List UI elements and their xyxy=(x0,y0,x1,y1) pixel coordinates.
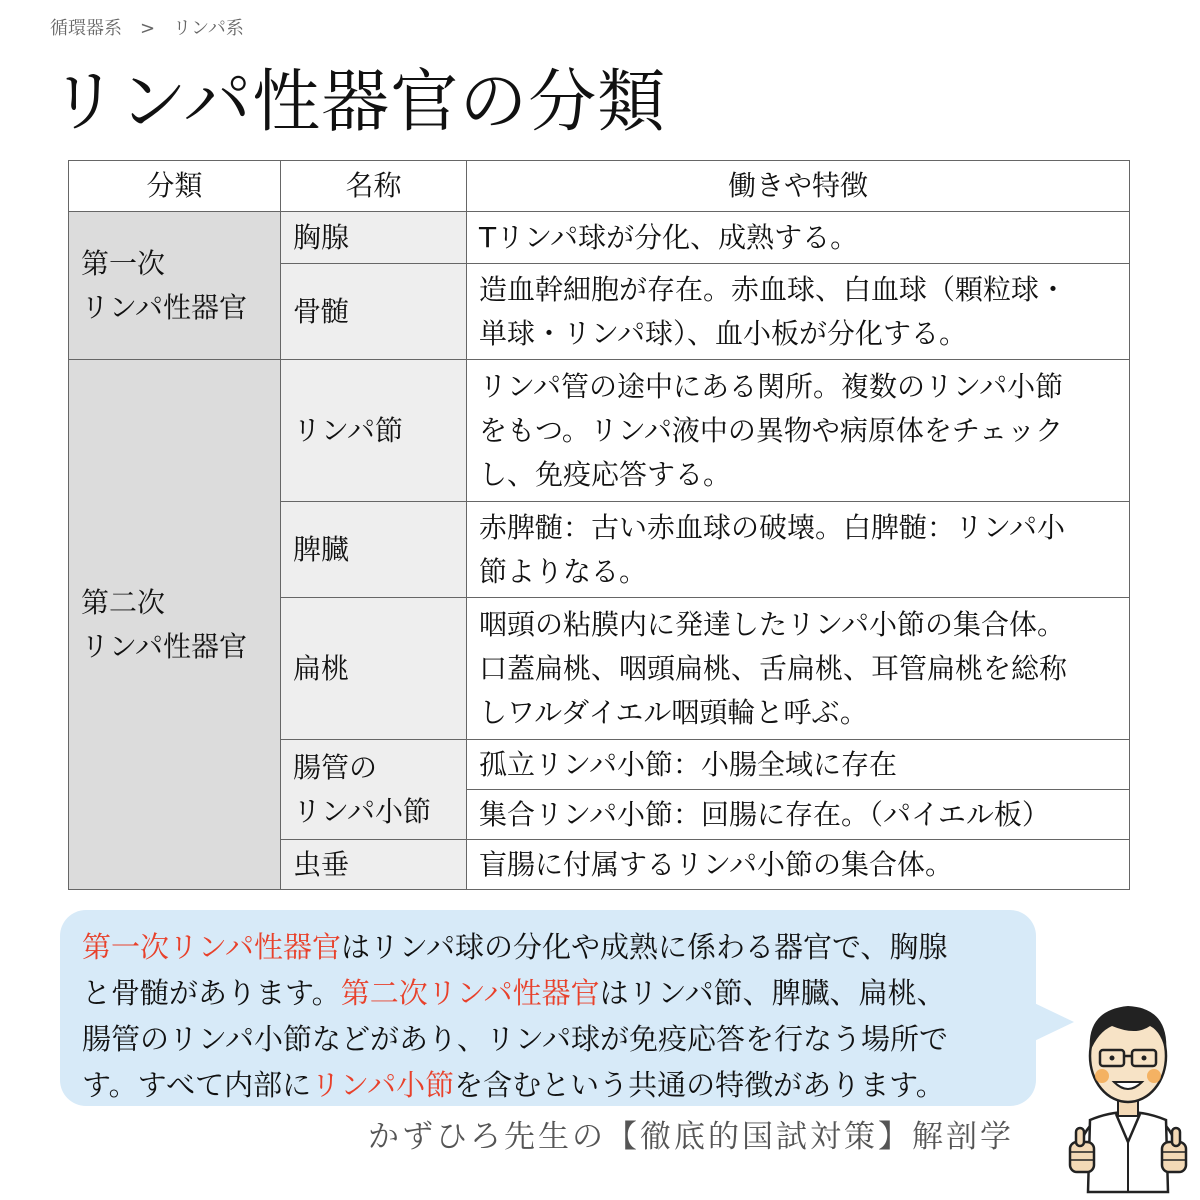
desc-line: 盲腸に付属するリンパ小節の集合体。 xyxy=(479,847,954,881)
category-secondary-line1: 第二次 xyxy=(81,585,166,619)
desc-line: リンパ管の途中にある関所。複数のリンパ小節 xyxy=(479,369,1064,403)
table-row xyxy=(69,360,1130,502)
highlight-primary-organs: 第一次リンパ性器官 xyxy=(82,930,341,964)
classification-table xyxy=(68,160,1130,890)
summary-text: を含むという共通の特徴があります。 xyxy=(454,1068,945,1102)
summary-text: はリンパ球の分化や成熟に係わる器官で、胸腺 xyxy=(340,930,948,964)
summary-line-4 xyxy=(82,1062,1016,1108)
category-primary-line1: 第一次 xyxy=(81,246,166,280)
breadcrumb-item-circulatory[interactable]: 循環器系 xyxy=(50,18,122,39)
organ-name-gut-lymph-nodules xyxy=(281,740,467,840)
doctor-mascot-icon xyxy=(1066,992,1190,1196)
organ-desc-lymph-node xyxy=(467,360,1130,502)
organ-desc-tonsil xyxy=(467,598,1130,740)
summary-line-3 xyxy=(82,1016,1016,1062)
desc-line: 造血幹細胞が存在。赤血球、白血球（顆粒球・ xyxy=(479,272,1068,306)
organ-name-gut-line2: リンパ小節 xyxy=(293,794,432,828)
organ-name-bone-marrow: 骨髄 xyxy=(281,264,467,360)
desc-line: し、免疫応答する。 xyxy=(479,457,732,491)
desc-line: 節よりなる。 xyxy=(479,554,648,588)
organ-name-appendix: 虫垂 xyxy=(281,840,467,890)
desc-line: 赤脾髄：古い赤血球の破壊。白脾髄：リンパ小 xyxy=(479,510,1066,544)
summary-speech-bubble xyxy=(60,910,1036,1106)
organ-name-thymus: 胸腺 xyxy=(281,212,467,264)
organ-desc-thymus xyxy=(467,212,1130,264)
organ-name-tonsil: 扁桃 xyxy=(281,598,467,740)
desc-line: 口蓋扁桃、咽頭扁桃、舌扁桃、耳管扁桃を総称 xyxy=(479,651,1068,685)
summary-text: す。すべて内部に xyxy=(82,1068,312,1102)
breadcrumb-separator: > xyxy=(140,18,156,39)
organ-desc-appendix xyxy=(467,840,1130,890)
category-secondary-line2: リンパ性器官 xyxy=(81,629,248,663)
category-primary-line2: リンパ性器官 xyxy=(81,290,248,324)
table-header-row xyxy=(69,161,1130,212)
summary-text: と骨髄があります。 xyxy=(82,976,341,1010)
category-secondary xyxy=(69,360,281,890)
organ-desc-solitary-nodules: 孤立リンパ小節：小腸全域に存在 xyxy=(467,740,1130,790)
organ-desc-spleen xyxy=(467,502,1130,598)
footer-credit: かずひろ先生の【徹底的国試対策】解剖学 xyxy=(368,1119,1014,1155)
header-category: 分類 xyxy=(69,161,281,212)
breadcrumb xyxy=(50,16,244,42)
organ-name-spleen: 脾臓 xyxy=(281,502,467,598)
desc-line: をもつ。リンパ液中の異物や病原体をチェック xyxy=(479,413,1064,447)
organ-name-lymph-node: リンパ節 xyxy=(281,360,467,502)
header-function: 働きや特徴 xyxy=(467,161,1130,212)
breadcrumb-item-lymphatic[interactable]: リンパ系 xyxy=(173,18,244,39)
desc-line: 咽頭の粘膜内に発達したリンパ小節の集合体。 xyxy=(479,607,1066,641)
organ-desc-bone-marrow xyxy=(467,264,1130,360)
desc-line: Tリンパ球が分化、成熟する。 xyxy=(479,220,859,254)
desc-line: しワルダイエル咽頭輪と呼ぶ。 xyxy=(479,695,868,729)
desc-line: 単球・リンパ球）、血小板が分化する。 xyxy=(479,316,968,350)
organ-desc-aggregated-nodules: 集合リンパ小節：回腸に存在。（パイエル板） xyxy=(467,790,1130,840)
table-row xyxy=(69,212,1130,264)
summary-line-2 xyxy=(82,970,1016,1016)
page-title: リンパ性器官の分類 xyxy=(50,63,667,142)
header-name: 名称 xyxy=(281,161,467,212)
summary-text: はリンパ節、脾臓、扁桃、 xyxy=(599,976,946,1010)
highlight-lymph-nodule: リンパ小節 xyxy=(311,1068,455,1102)
category-primary xyxy=(69,212,281,360)
highlight-secondary-organs: 第二次リンパ性器官 xyxy=(340,976,600,1010)
organ-name-gut-line1: 腸管の xyxy=(293,750,378,784)
summary-text: 腸管のリンパ小節などがあり、リンパ球が免疫応答を行なう場所で xyxy=(82,1022,948,1056)
summary-line-1 xyxy=(82,924,1016,970)
